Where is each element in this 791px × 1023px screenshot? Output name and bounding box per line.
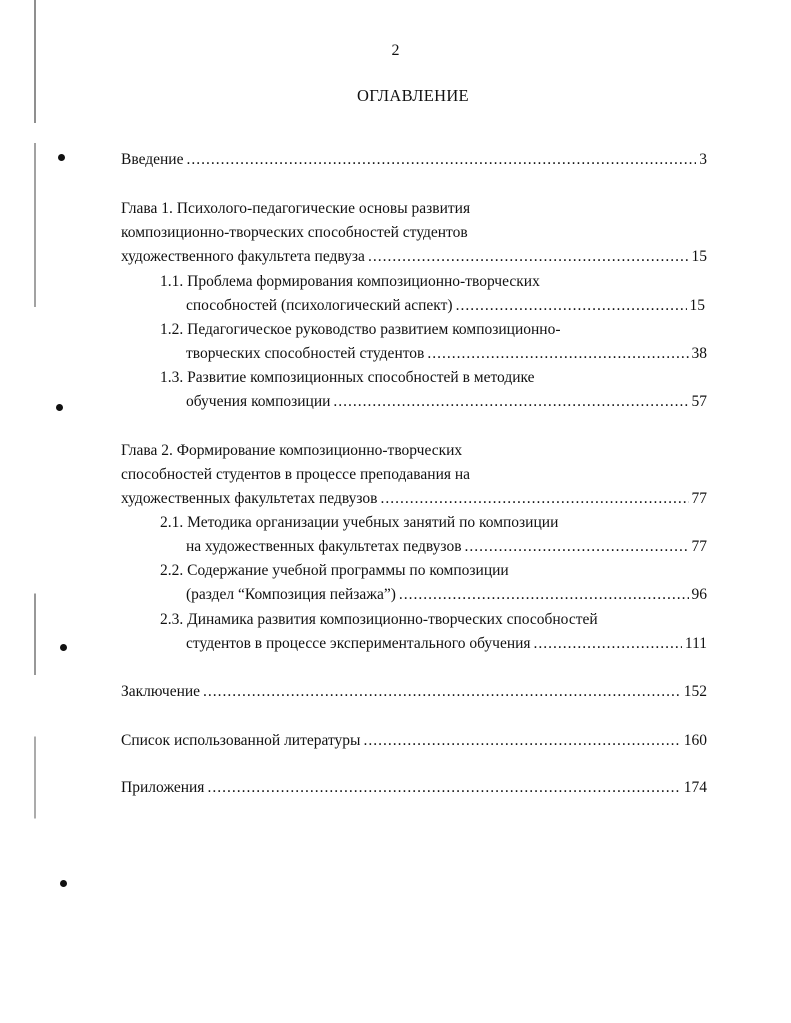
toc-entry-conclusion[interactable] bbox=[121, 682, 707, 702]
toc-entry-text: способностей (психологический аспект) bbox=[186, 297, 453, 314]
punch-hole-dot bbox=[56, 404, 63, 411]
toc-page-number: 77 bbox=[691, 538, 707, 555]
page-number: 2 bbox=[391, 42, 400, 59]
toc-entry-text: Заключение bbox=[121, 683, 201, 700]
toc-entry-text: на художественных факультетах педвузов bbox=[186, 538, 462, 555]
leader-dots bbox=[380, 489, 688, 509]
toc-entry-text: студентов в процессе экспериментального обучения bbox=[186, 635, 531, 652]
toc-entry-chapter-2[interactable] bbox=[121, 489, 707, 509]
toc-entry-section-2-1[interactable] bbox=[186, 537, 707, 557]
page-title: ОГЛАВЛЕНИЕ bbox=[357, 86, 469, 105]
leader-dots bbox=[399, 585, 689, 605]
toc-page-number: 3 bbox=[699, 151, 707, 168]
chapter-1-heading-line-1[interactable]: Глава 1. Психолого-педагогические основы развития bbox=[121, 200, 471, 217]
section-1-1-line-1[interactable]: 1.1. Проблема формирования композиционно-творческих bbox=[160, 273, 540, 290]
toc-entry-text: Введение bbox=[121, 151, 184, 168]
toc-entry-section-1-1[interactable] bbox=[186, 296, 705, 316]
leader-dots bbox=[456, 296, 687, 316]
toc-page-number: 174 bbox=[683, 779, 707, 796]
section-2-2-line-1[interactable]: 2.2. Содержание учебной программы по композиции bbox=[160, 562, 509, 579]
toc-page-number: 15 bbox=[689, 297, 705, 314]
leader-dots bbox=[203, 682, 681, 702]
punch-hole-dot bbox=[60, 880, 67, 887]
toc-entry-text: обучения композиции bbox=[186, 393, 331, 410]
toc-entry-text: (раздел “Композиция пейзажа”) bbox=[186, 586, 396, 603]
chapter-2-heading-line-2[interactable]: способностей студентов в процессе преподавания на bbox=[121, 466, 471, 483]
toc-entry-section-2-3[interactable] bbox=[186, 634, 707, 654]
section-2-3-line-1[interactable]: 2.3. Динамика развития композиционно-творческих способностей bbox=[160, 611, 598, 628]
leader-dots bbox=[534, 634, 682, 654]
toc-entry-section-1-2[interactable] bbox=[186, 344, 707, 364]
toc-entry-text: творческих способностей студентов bbox=[186, 345, 425, 362]
toc-page-number: 38 bbox=[691, 345, 707, 362]
chapter-2-heading-line-1[interactable]: Глава 2. Формирование композиционно-творческих bbox=[121, 442, 463, 459]
toc-entry-text: Приложения bbox=[121, 779, 205, 796]
toc-page-number: 160 bbox=[683, 732, 707, 749]
leader-dots bbox=[465, 537, 689, 557]
toc-page-number: 111 bbox=[684, 635, 707, 652]
toc-page-number: 15 bbox=[691, 248, 707, 265]
section-1-2-line-1[interactable]: 1.2. Педагогическое руководство развитием композиционно- bbox=[160, 321, 561, 338]
toc-page-number: 96 bbox=[691, 586, 707, 603]
scan-binding-edge bbox=[34, 0, 36, 1023]
toc-entry-section-2-2[interactable] bbox=[186, 585, 707, 605]
leader-dots bbox=[368, 247, 689, 267]
toc-page-number: 77 bbox=[691, 490, 707, 507]
leader-dots bbox=[186, 150, 696, 170]
toc-entry-literature[interactable] bbox=[121, 731, 707, 751]
toc-entry-chapter-1[interactable] bbox=[121, 247, 707, 267]
toc-entry-text: художественного факультета педвуза bbox=[121, 248, 365, 265]
toc-page-number: 152 bbox=[683, 683, 707, 700]
toc-entry-appendices[interactable] bbox=[121, 778, 707, 798]
toc-entry-section-1-3[interactable] bbox=[186, 392, 707, 412]
leader-dots bbox=[333, 392, 688, 412]
toc-entry-text: Список использованной литературы bbox=[121, 732, 361, 749]
toc-entry-intro[interactable] bbox=[121, 150, 707, 170]
section-2-1-line-1[interactable]: 2.1. Методика организации учебных занятий по композиции bbox=[160, 514, 559, 531]
punch-hole-dot bbox=[58, 154, 65, 161]
toc-entry-text: художественных факультетах педвузов bbox=[121, 490, 378, 507]
leader-dots bbox=[363, 731, 680, 751]
leader-dots bbox=[207, 778, 680, 798]
chapter-1-heading-line-2[interactable]: композиционно-творческих способностей студентов bbox=[121, 224, 468, 241]
toc-page-number: 57 bbox=[691, 393, 707, 410]
section-1-3-line-1[interactable]: 1.3. Развитие композиционных способностей в методике bbox=[160, 369, 535, 386]
punch-hole-dot bbox=[60, 644, 67, 651]
leader-dots bbox=[427, 344, 688, 364]
